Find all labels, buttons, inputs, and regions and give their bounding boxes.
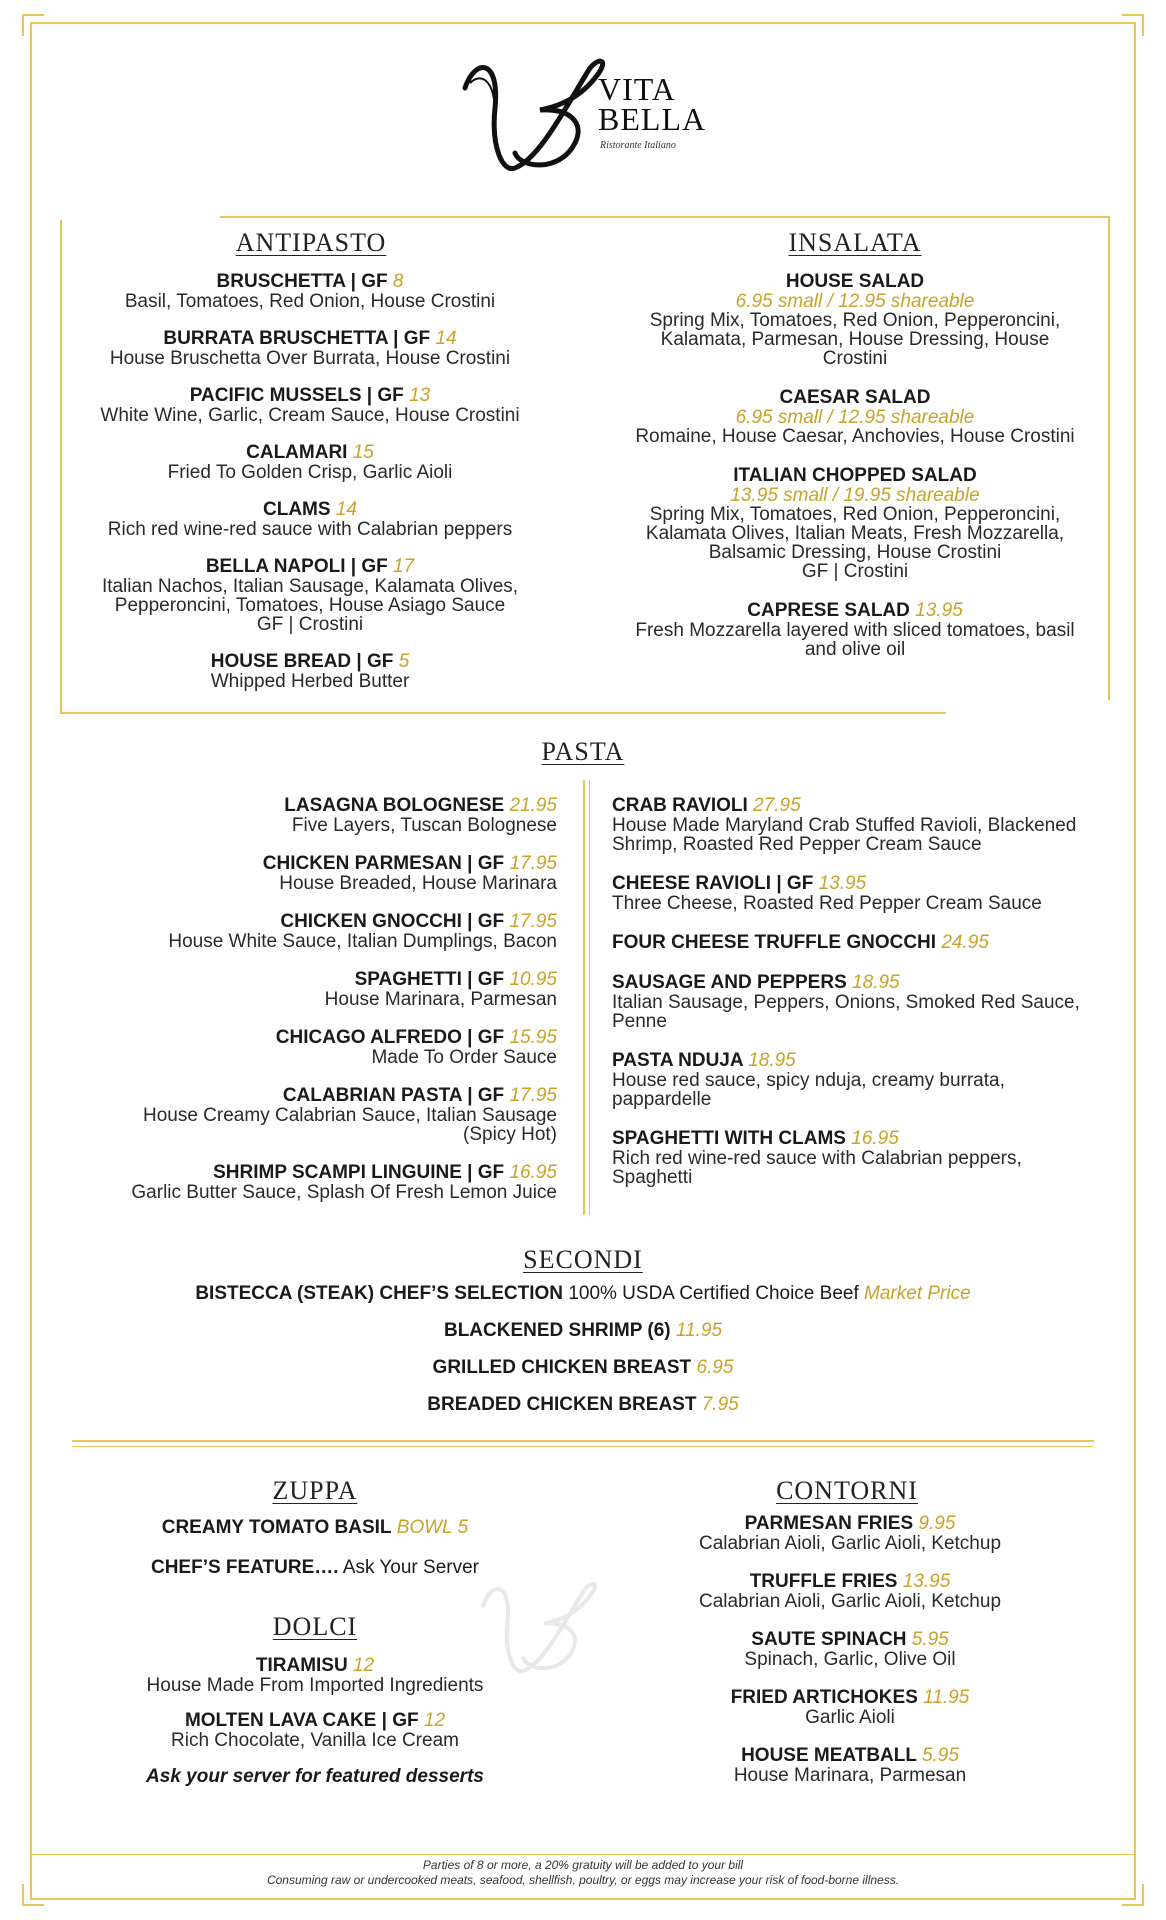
menu-item [70,557,550,634]
item-title [612,973,1122,993]
corner-ornament [1122,14,1144,36]
item-name: CREAMY TOMATO BASIL [161,1517,392,1538]
item-name: CALABRIAN PASTA | GF [282,1085,505,1106]
logo-wordmark [598,71,707,137]
item-price: 5 [398,651,410,672]
corner-ornament [22,14,44,36]
menu-item [620,1572,1080,1611]
item-name: BREADED CHICKEN BREAST [427,1394,697,1415]
item-description: Three Cheese, Roasted Red Pepper Cream Sauce [612,893,1042,914]
item-price: 17 [393,556,415,577]
corner-ornament [22,1884,44,1906]
item-description: Spring Mix, Tomatoes, Red Onion, Pepperoncini, [649,504,1061,525]
item-description: GF | Crostini [256,614,364,635]
item-name: PASTA NDUJA [612,1050,743,1071]
item-description: House Creamy Calabrian Sauce, Italian Sausage [142,1105,557,1126]
item-title [70,329,550,349]
item-description: Balsamic Dressing, House Crostini [708,542,1002,563]
item-title [612,1051,1122,1071]
item-price: 13.95 [915,600,963,621]
item-price: 5.95 [911,1629,949,1650]
item-description: GF | Crostini [801,561,909,582]
dolci-title: DOLCI [272,1612,358,1641]
menu-item [60,1284,1106,1304]
item-price: 17.95 [509,853,557,874]
item-price: BOWL 5 [396,1517,469,1538]
item-title [70,272,550,292]
item-name: FRIED ARTICHOKES [730,1687,918,1708]
item-title [60,854,557,874]
item-price: 13 [409,385,431,406]
item-price: 9.95 [918,1513,956,1534]
zuppa-title: ZUPPA [272,1476,358,1505]
item-price: 11.95 [923,1687,970,1708]
item-price: 13.95 small / 19.95 shareable [730,485,980,506]
divider [72,1446,1094,1447]
item-title [610,272,1100,292]
item-title [620,1688,1080,1708]
zuppa-list [90,1518,540,1598]
item-title [70,386,550,406]
item-note: 100% USDA Certified Choice Beef [568,1283,859,1304]
item-description: Rich red wine-red sauce with Calabrian peppers, [612,1148,1022,1169]
item-name: CRAB RAVIOLI [612,795,748,816]
menu-item [70,386,550,425]
item-description: pappardelle [612,1089,712,1110]
item-description: House Bruschetta Over Burrata, House Crostini [109,348,511,369]
item-name: CAPRESE SALAD [747,600,910,621]
item-title [612,1129,1122,1149]
item-title [60,970,557,990]
menu-item [70,443,550,482]
item-name: CHICKEN PARMESAN | GF [262,853,505,874]
menu-item [70,329,550,368]
item-description: House Made From Imported Ingredients [146,1675,484,1696]
item-title [612,796,1122,816]
item-price: 14 [335,499,357,520]
menu-item [60,912,557,951]
menu-item [610,388,1100,446]
item-name: TIRAMISU [255,1655,348,1676]
item-price: 27.95 [753,795,801,816]
item-price: 18.95 [852,972,900,993]
item-description: Kalamata Olives, Italian Meats, Fresh Mozzarella, [645,523,1065,544]
item-title [60,796,557,816]
contorni-list [620,1514,1080,1804]
divider [1108,216,1110,700]
pasta-left-list [60,796,557,1221]
item-price: 13.95 [818,873,867,894]
item-title [620,1572,1080,1592]
divider [60,220,62,714]
item-name: PARMESAN FRIES [744,1513,914,1534]
antipasto-list [70,272,550,709]
item-description: Garlic Aioli [805,1707,895,1728]
item-title [70,652,550,672]
item-name: BISTECCA (STEAK) CHEF’S SELECTION [195,1283,564,1304]
menu-item [610,601,1100,659]
secondi-title: SECONDI [523,1245,643,1274]
menu-item [90,1518,540,1538]
item-description: Romaine, House Caesar, Anchovies, House Crostini [635,426,1075,447]
item-price: 13.95 [902,1571,951,1592]
item-name: HOUSE SALAD [785,271,925,292]
menu-item [60,1086,557,1144]
item-description: Basil, Tomatoes, Red Onion, House Crostini [124,291,496,312]
item-price: 14 [435,328,457,349]
item-price: 11.95 [675,1320,723,1341]
menu-item [70,500,550,539]
food-safety-note: Consuming raw or undercooked meats, seafood, shellfish, poultry, or eggs may increase your risk of food-borne illness. [266,1873,900,1887]
divider [583,780,585,1215]
menu-item [70,272,550,311]
item-description: White Wine, Garlic, Cream Sauce, House Crostini [100,405,520,426]
divider [589,780,590,1215]
item-name: TRUFFLE FRIES [749,1571,898,1592]
item-name: CLAMS [263,499,331,520]
antipasto-title: ANTIPASTO [235,228,387,257]
item-name: SPAGHETTI | GF [354,969,505,990]
item-description: Made To Order Sauce [371,1047,557,1068]
item-description: Whipped Herbed Butter [210,671,410,692]
pasta-title: PASTA [541,737,625,766]
menu-item [612,1051,1122,1109]
item-name: ITALIAN CHOPPED SALAD [733,465,977,486]
menu-item [610,272,1100,368]
item-description: Kalamata, Parmesan, House Dressing, House [660,329,1050,350]
corner-ornament [1122,1884,1144,1906]
item-title [620,1630,1080,1650]
menu-item [620,1514,1080,1553]
item-price: 15 [352,442,374,463]
item-price: 10.95 [509,969,557,990]
item-title [620,1514,1080,1534]
item-name: CHICAGO ALFREDO | GF [275,1027,505,1048]
item-name: SPAGHETTI WITH CLAMS [612,1128,846,1149]
item-description: Rich Chocolate, Vanilla Ice Cream [171,1730,459,1751]
item-name: HOUSE BREAD | GF [210,651,394,672]
item-name: FOUR CHEESE TRUFFLE GNOCCHI [612,932,937,953]
secondi-list [60,1284,1106,1432]
item-price: 17.95 [509,1085,557,1106]
dessert-note: Ask your server for featured desserts [146,1766,484,1787]
item-name: CHEESE RAVIOLI | GF [612,873,814,894]
menu-item [60,796,557,835]
item-price: 7.95 [701,1394,739,1415]
watermark-monogram-icon [475,1560,605,1700]
divider [220,216,1110,218]
item-price: 5.95 [921,1745,959,1766]
item-price: 6.95 [696,1357,734,1378]
menu-item [60,1028,557,1067]
item-description: Fresh Mozzarella layered with sliced tomatoes, basil [635,620,1075,641]
item-price: 6.95 small / 12.95 shareable [735,291,975,312]
item-description: Italian Nachos, Italian Sausage, Kalamata Olives, [101,576,519,597]
item-description: Penne [612,1011,667,1032]
item-description: Spring Mix, Tomatoes, Red Onion, Pepperoncini, [649,310,1061,331]
insalata-title: INSALATA [788,228,922,257]
menu-item [612,933,1122,953]
item-name: CHICKEN GNOCCHI | GF [280,911,505,932]
menu-item [90,1711,540,1750]
item-description: Rich red wine-red sauce with Calabrian peppers [107,519,513,540]
menu-item [620,1746,1080,1785]
item-title [60,1163,557,1183]
item-name: CAESAR SALAD [779,387,931,408]
item-title [610,601,1100,621]
item-description: Calabrian Aioli, Garlic Aioli, Ketchup [698,1591,1002,1612]
item-title [70,443,550,463]
item-price: Market Price [864,1283,971,1304]
menu-item [60,1358,1106,1378]
menu-item [612,1129,1122,1187]
item-description: House red sauce, spicy nduja, creamy burrata, [612,1070,1005,1091]
item-price: 17.95 [509,911,557,932]
item-name: CALAMARI [246,442,348,463]
item-note: Ask Your Server [342,1557,480,1578]
menu-item [620,1688,1080,1727]
item-name: MOLTEN LAVA CAKE | GF [184,1710,419,1731]
item-description: House Breaded, House Marinara [279,873,557,894]
item-name: CHEF’S FEATURE…. [150,1557,339,1578]
menu-item [90,1656,540,1695]
menu-item [610,466,1100,581]
menu-item [60,1163,557,1202]
item-description: Garlic Butter Sauce, Splash Of Fresh Lemon Juice [131,1182,557,1203]
logo-subtitle: Ristorante Italiano [600,140,676,151]
item-name: BURRATA BRUSCHETTA | GF [163,328,431,349]
item-price: 18.95 [748,1050,796,1071]
item-description: Fried To Golden Crisp, Garlic Aioli [167,462,453,483]
menu-item [60,970,557,1009]
item-title [70,557,550,577]
dolci-list [90,1656,540,1788]
item-description: House White Sauce, Italian Dumplings, Bacon [168,931,557,952]
logo-line-1: VITA [598,71,676,107]
menu-item [60,1321,1106,1341]
item-description: (Spicy Hot) [463,1124,557,1145]
item-price: 6.95 small / 12.95 shareable [735,407,975,428]
contorni-title: CONTORNI [776,1476,918,1505]
item-description: House Made Maryland Crab Stuffed Ravioli, Blackened [612,815,1077,836]
item-title [610,388,1100,408]
item-price: 24.95 [941,932,989,953]
item-name: SHRIMP SCAMPI LINGUINE | GF [213,1162,505,1183]
item-description: Shrimp, Roasted Red Pepper Cream Sauce [612,834,982,855]
menu-item [70,652,550,691]
item-description: Pepperoncini, Tomatoes, House Asiago Sauce [114,595,506,616]
item-name: PACIFIC MUSSELS | GF [189,385,404,406]
item-price: 8 [392,271,404,292]
logo-monogram-icon [455,48,615,188]
divider [72,1440,1094,1442]
item-title [612,874,1122,894]
item-name: HOUSE MEATBALL [741,1745,917,1766]
item-title [620,1746,1080,1766]
item-title [612,933,1122,953]
insalata-list [610,272,1100,679]
menu-item [90,1558,540,1578]
item-price: 21.95 [509,795,557,816]
divider [60,712,946,714]
item-name: BELLA NAPOLI | GF [205,556,388,577]
item-price: 16.95 [509,1162,557,1183]
item-title [610,466,1100,486]
divider [30,1854,1136,1855]
item-title [90,1656,540,1676]
item-price: 15.95 [509,1027,557,1048]
menu-item [612,796,1122,854]
menu-item [612,874,1122,913]
item-name: BRUSCHETTA | GF [216,271,388,292]
pasta-right-list [612,796,1122,1207]
item-description: House Marinara, Parmesan [324,989,557,1010]
item-price: 12 [423,1710,446,1731]
menu-item [612,973,1122,1031]
item-title [60,1028,557,1048]
item-title [70,500,550,520]
item-title [90,1711,540,1731]
item-price: 16.95 [851,1128,899,1149]
item-title [60,912,557,932]
item-description: Crostini [822,348,888,369]
item-description: Spaghetti [612,1167,693,1188]
item-description: and olive oil [804,639,906,660]
menu-item [60,1395,1106,1415]
item-description: Spinach, Garlic, Olive Oil [744,1649,956,1670]
item-description: Italian Sausage, Peppers, Onions, Smoked Red Sauce, [612,992,1080,1013]
item-name: BLACKENED SHRIMP (6) [443,1320,671,1341]
item-name: LASAGNA BOLOGNESE [284,795,505,816]
menu-item [620,1630,1080,1669]
item-title [60,1086,557,1106]
logo-line-2: BELLA [598,101,707,137]
item-description: Five Layers, Tuscan Bolognese [291,815,557,836]
item-description: Calabrian Aioli, Garlic Aioli, Ketchup [698,1533,1002,1554]
menu-item [60,854,557,893]
item-price: 12 [352,1655,375,1676]
gratuity-note: Parties of 8 or more, a 20% gratuity will be added to your bill [422,1858,744,1872]
item-name: SAUSAGE AND PEPPERS [612,972,847,993]
item-description: House Marinara, Parmesan [733,1765,967,1786]
item-name: SAUTE SPINACH [751,1629,907,1650]
item-name: GRILLED CHICKEN BREAST [432,1357,692,1378]
